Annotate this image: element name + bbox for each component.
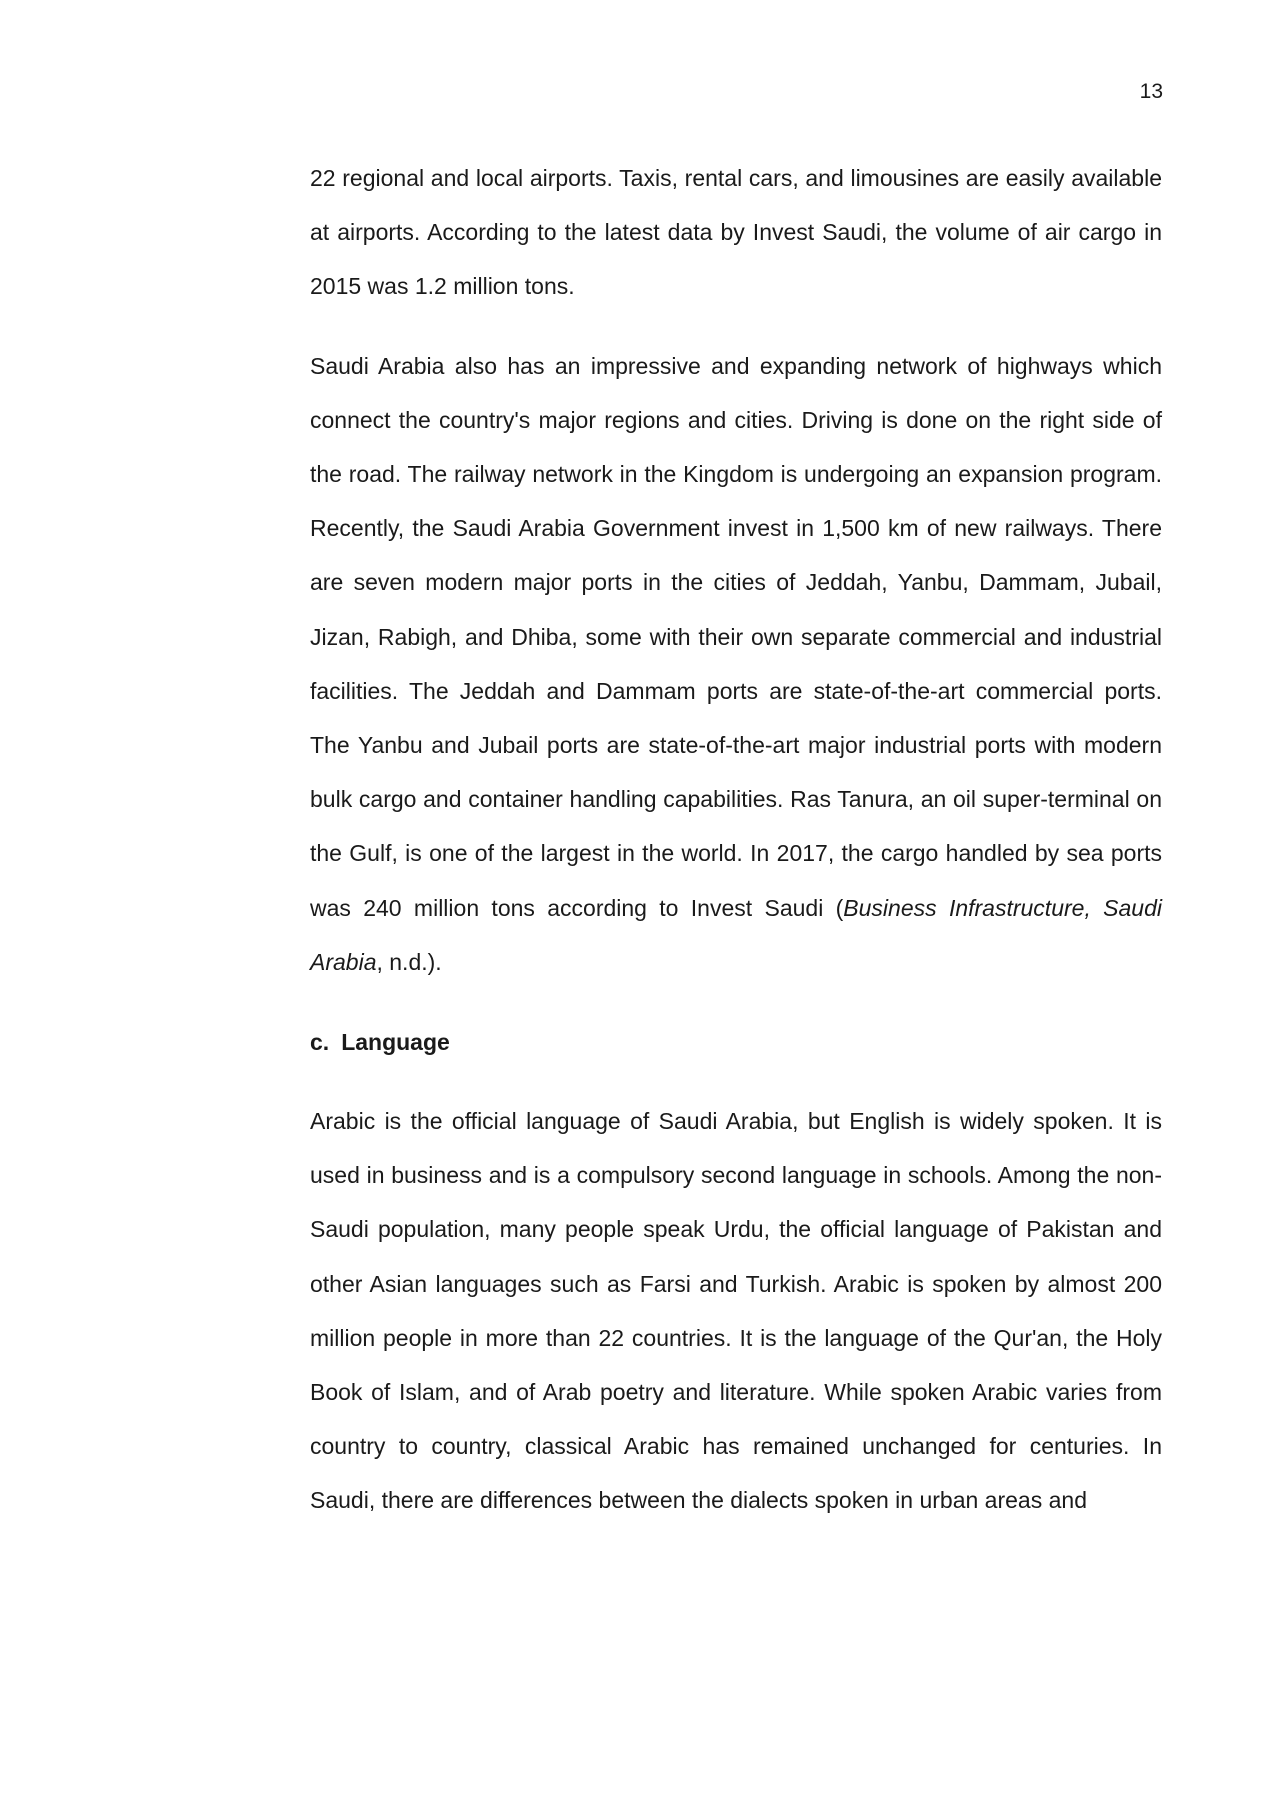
- paragraph-transport-network: [310, 339, 1162, 989]
- section-heading-language: [310, 1015, 1162, 1069]
- citation-title: Business Infrastructure, Saudi Arabia: [310, 894, 1162, 975]
- section-marker: c.: [310, 1029, 330, 1056]
- page-body: [310, 151, 1162, 1528]
- paragraph-language: Arabic is the official language of Saudi Arabia, but English is widely spoken. It is used in business and is a compulsory second language in schools. Among the non-Saudi population, many people speak Urdu, the official language of Pakistan and other Asian languages such as Farsi and Turkish. Arabic is spoken by almost 200 million people in more than 22 countries. It is the language of the Qur'an, the Holy Book of Islam, and of Arab poetry and literature. While spoken Arabic varies from country to country, classical Arabic has remained unchanged for centuries. In Saudi, there are differences between the dialects spoken in urban areas and: [310, 1108, 1162, 1514]
- paragraph-airports: 22 regional and local airports. Taxis, rental cars, and limousines are easily available at airports. According to the latest data by Invest Saudi, the volume of air cargo in 2015 was 1.2 million tons.: [310, 165, 1162, 300]
- section-title: Language: [341, 1029, 450, 1056]
- page-number: 13: [1139, 80, 1163, 103]
- citation-tail: , n.d.).: [376, 948, 442, 975]
- paragraph-transport-text: Saudi Arabia also has an impressive and expanding network of highways which connect the country's major regions and cities. Driving is done on the right side of the road. The railway network in the Kingdom is undergoing an expansion program. Recently, the Saudi Arabia Government invest in 1,500 km of new railways. There are seven modern major ports in the cities of Jeddah, Yanbu, Dammam, Jubail, Jizan, Rabigh, and Dhiba, some with their own separate commercial and industrial facilities. The Jeddah and Dammam ports are state-of-the-art commercial ports. The Yanbu and Jubail ports are state-of-the-art major industrial ports with modern bulk cargo and container handling capabilities. Ras Tanura, an oil super-terminal on the Gulf, is one of the largest in the world. In 2017, the cargo handled by sea ports was 240 million tons according to Invest Saudi (: [310, 352, 1162, 921]
